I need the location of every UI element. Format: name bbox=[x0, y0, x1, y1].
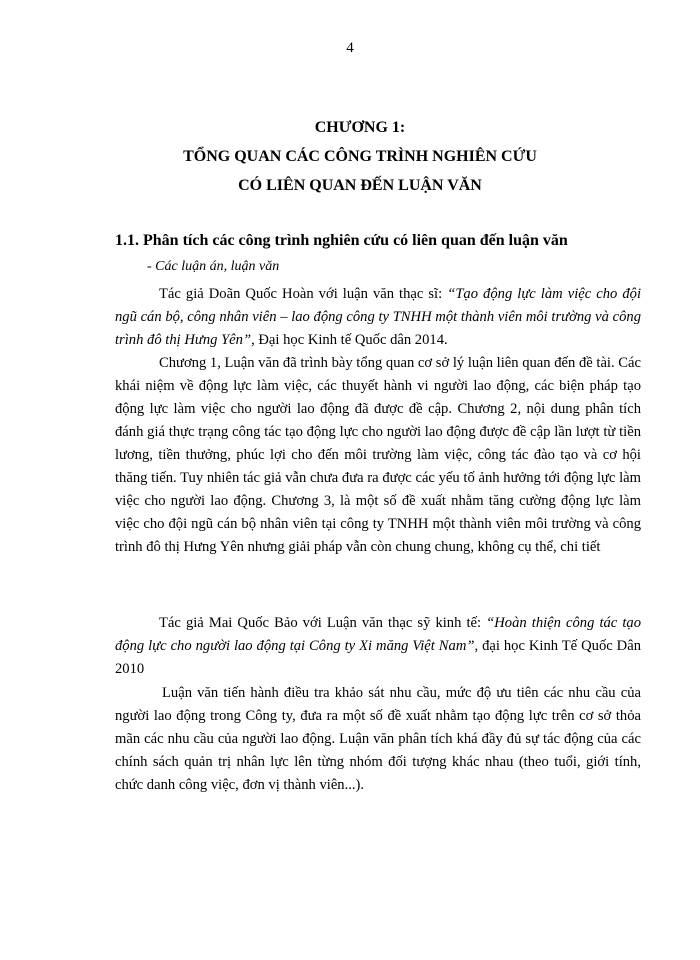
chapter-label: CHƯƠNG 1: bbox=[314, 119, 406, 136]
thesis-title-2: “Hoàn thiện công tác tạo động lực cho người lao động tại Công ty Xi măng Việt Nam” bbox=[115, 615, 642, 654]
paragraph-1-tail: , Đại học Kinh tế Quốc dân 2014. bbox=[251, 332, 448, 348]
paragraph-3 bbox=[115, 612, 641, 681]
thesis-title-1: “Tạo động lực làm việc cho đội ngũ cán bộ, công nhân viên – lao động công ty TNHH một thành viên môi trường và công trình đô thị Hưng Yên” bbox=[115, 286, 641, 348]
chapter-heading bbox=[80, 113, 640, 200]
paragraph-4: Luận văn tiến hành điều tra khảo sát nhu cầu, mức độ ưu tiên các nhu cầu của người lao động trong Công ty, đưa ra một số đề xuất nhằm tạo động lực trên cơ sở thỏa mãn các nhu cầu của người lao động. Luận văn phân tích khá đầy đủ sự tác động của các chính sách quản trị nhân lực lên từng nhóm đối tượng khác nhau (theo tuổi, giới tính, chức danh công việc, đơn vị thành viên...). bbox=[115, 685, 641, 793]
paragraph-2: Chương 1, Luận văn đã trình bày tổng quan cơ sở lý luận liên quan đến đề tài. Các khái niệm về động lực làm việc, các thuyết hành vi người lao động, các biện pháp tạo động lực làm việc cho người lao động đã được đề cập. Chương 2, nội dung phân tích đánh giá thực trạng công tác tạo động lực cho người lao động được đề cập lần lượt từ tiền lương, tiền thưởng, phúc lợi cho đến môi trường làm việc, công tác đào tạo và cơ hội thăng tiến. Tuy nhiên tác giả vẫn chưa đưa ra được các yếu tố ảnh hưởng tới động lực làm việc cho người lao động. Chương 3, là một số đề xuất nhằm tăng cường động lực làm việc cho đội ngũ cán bộ nhân viên tại công ty TNHH một thành viên môi trường và công trình đô thị Hưng Yên nhưng giải pháp vẫn còn chung chung, không cụ thể, chi tiết bbox=[115, 355, 641, 555]
paragraph-3-tail: , đại học Kinh Tế Quốc Dân 2010 bbox=[115, 638, 641, 677]
paragraph-3-lead: Tác giả Mai Quốc Bảo với Luận văn thạc sỹ kinh tế: bbox=[159, 615, 487, 631]
subsection-heading: - Các luận án, luận văn bbox=[147, 259, 280, 274]
chapter-title-line-2: CÓ LIÊN QUAN ĐẾN LUẬN VĂN bbox=[238, 177, 482, 194]
page-number: 4 bbox=[346, 40, 354, 56]
chapter-title-line-1: TỔNG QUAN CÁC CÔNG TRÌNH NGHIÊN CỨU bbox=[183, 148, 537, 165]
section-heading: 1.1. Phân tích các công trình nghiên cứu có liên quan đến luận văn bbox=[115, 232, 568, 249]
paragraph-1-lead: Tác giả Doãn Quốc Hoàn với luận văn thạc sĩ: bbox=[159, 286, 448, 302]
paragraph-1 bbox=[115, 283, 641, 352]
